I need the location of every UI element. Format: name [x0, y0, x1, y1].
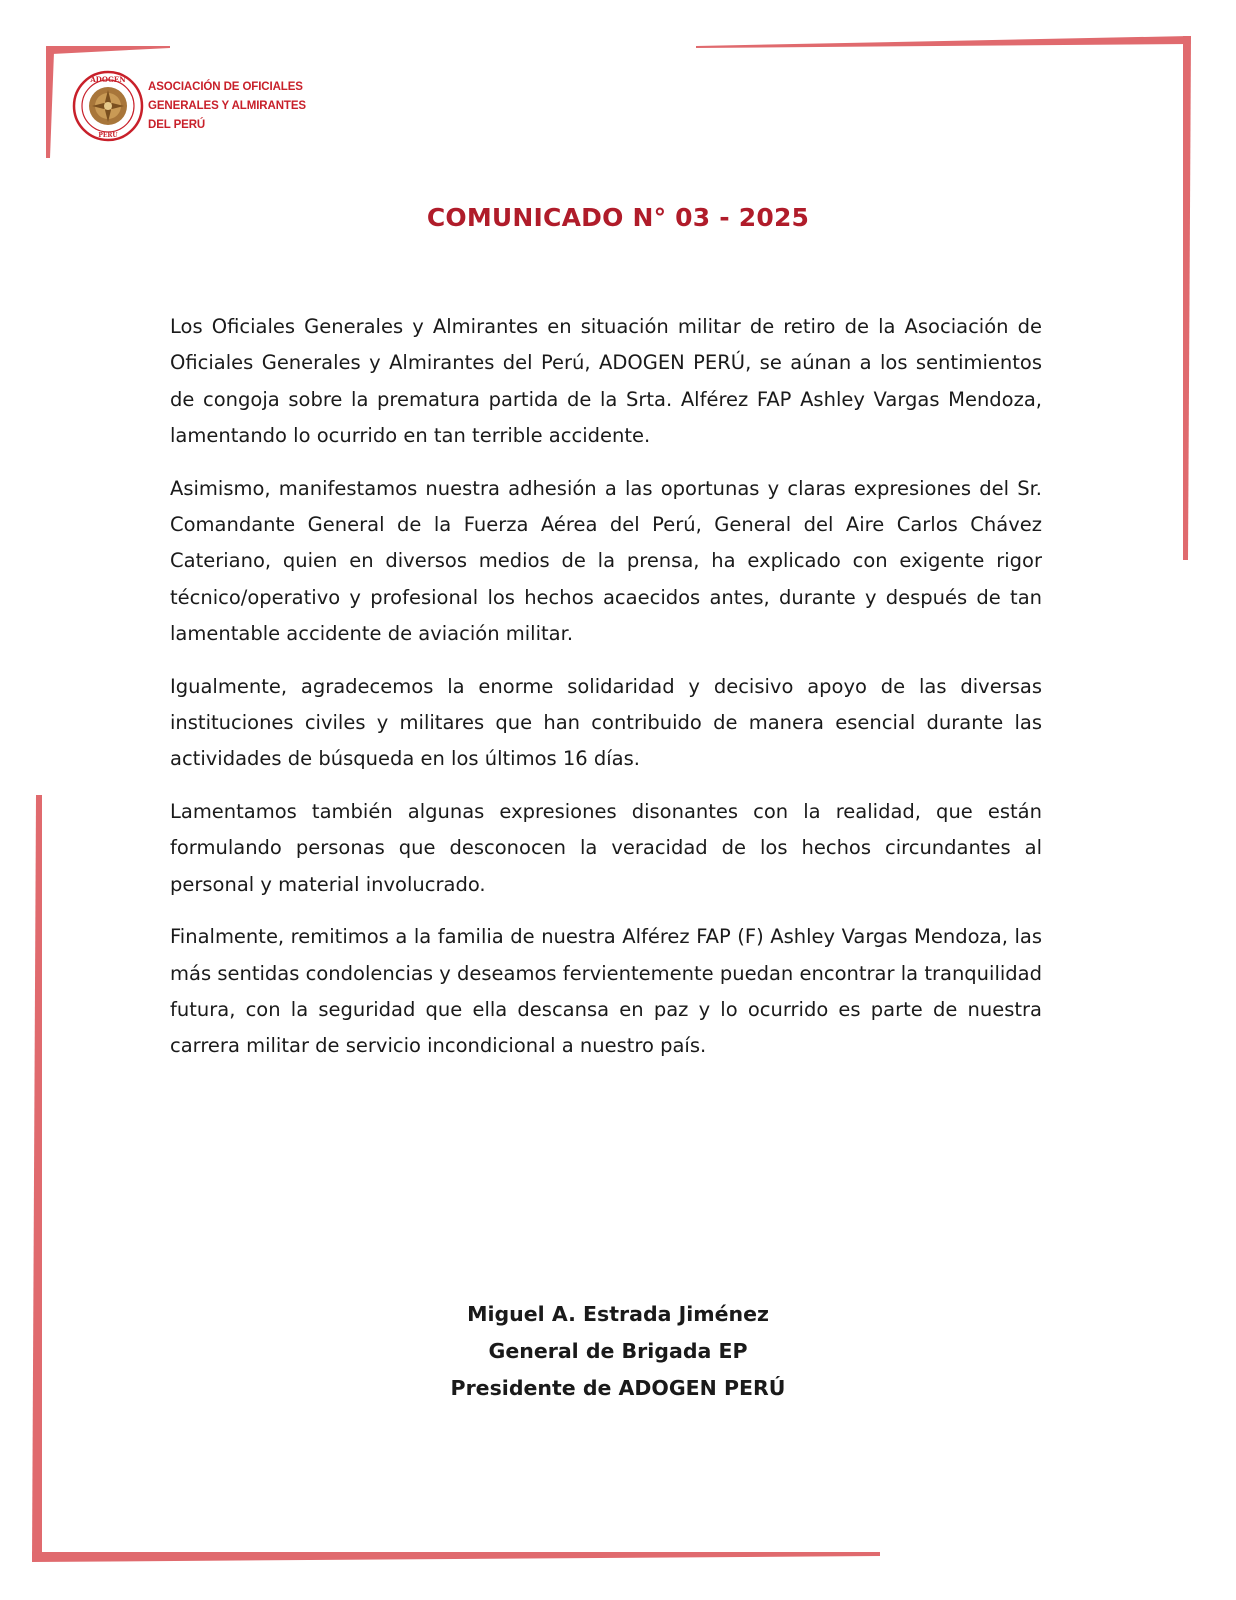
- paragraph-4: Lamentamos también algunas expresiones disonantes con la realidad, que están formulando personas que desconocen la veracidad de los hechos circundantes al personal y material involucrado.: [170, 799, 1042, 896]
- seal-bottom-text: PERÚ: [98, 132, 118, 139]
- signatory-rank: General de Brigada EP: [488, 1339, 748, 1363]
- frame-left-vertical: [32, 795, 42, 1560]
- document-title: COMUNICADO N° 03 - 2025: [426, 203, 810, 232]
- seal-top-text: ADOGEN: [90, 75, 126, 84]
- paragraph-1: Los Oficiales Generales y Almirantes en situación militar de retiro de la Asociación de Oficiales Generales y Almirantes del Perú, ADOGEN PERÚ, se aúnan a los sentimientos de congoja sobre la prematura partida de la Srta. Alférez FAP Ashley Vargas Mendoza, lamentando lo ocurrido en tan terrible accidente.: [170, 315, 1042, 448]
- frame-right-vertical: [1183, 36, 1191, 560]
- frame-top-left-horizontal: [46, 46, 170, 54]
- frame-top-right-horizontal: [696, 36, 1190, 48]
- paragraph-3: Igualmente, agradecemos la enorme solidaridad y decisivo apoyo de las diversas instituciones civiles y militares que han contribuido de manera esencial durante las actividades de búsqueda en los últimos 16 días.: [170, 674, 1042, 771]
- org-name-line-3: DEL PERÚ: [148, 118, 206, 131]
- paragraph-2: Asimismo, manifestamos nuestra adhesión a las oportunas y claras expresiones del Sr. Comandante General de la Fuerza Aérea del Perú, General del Aire Carlos Chávez Cateriano, quien en diversos medios de la prensa, ha explicado con exigente rigor técnico/operativo y profesional los hechos acaecidos antes, durante y después de tan lamentable accidente de aviación militar.: [170, 476, 1042, 646]
- document-body: [170, 309, 1042, 1081]
- organization-name: [148, 78, 328, 135]
- frame-bottom-horizontal: [32, 1552, 880, 1562]
- signature-block: [0, 1296, 1236, 1407]
- signatory-name: Miguel A. Estrada Jiménez: [467, 1302, 769, 1326]
- adogen-seal-icon: [72, 70, 144, 142]
- paragraph-5: Finalmente, remitimos a la familia de nuestra Alférez FAP (F) Ashley Vargas Mendoza, las más sentidas condolencias y deseamos fervientemente puedan encontrar la tranquilidad futura, con la seguridad que ella descansa en paz y lo ocurrido es parte de nuestra carrera militar de servicio incondicional a nuestro país.: [170, 925, 1042, 1058]
- frame-top-left-vertical: [46, 46, 54, 158]
- signatory-position: Presidente de ADOGEN PERÚ: [450, 1376, 786, 1400]
- organization-logo-block: [72, 70, 328, 142]
- org-name-line-2: GENERALES Y ALMIRANTES: [148, 99, 306, 112]
- org-name-line-1: ASOCIACIÓN DE OFICIALES: [148, 80, 303, 93]
